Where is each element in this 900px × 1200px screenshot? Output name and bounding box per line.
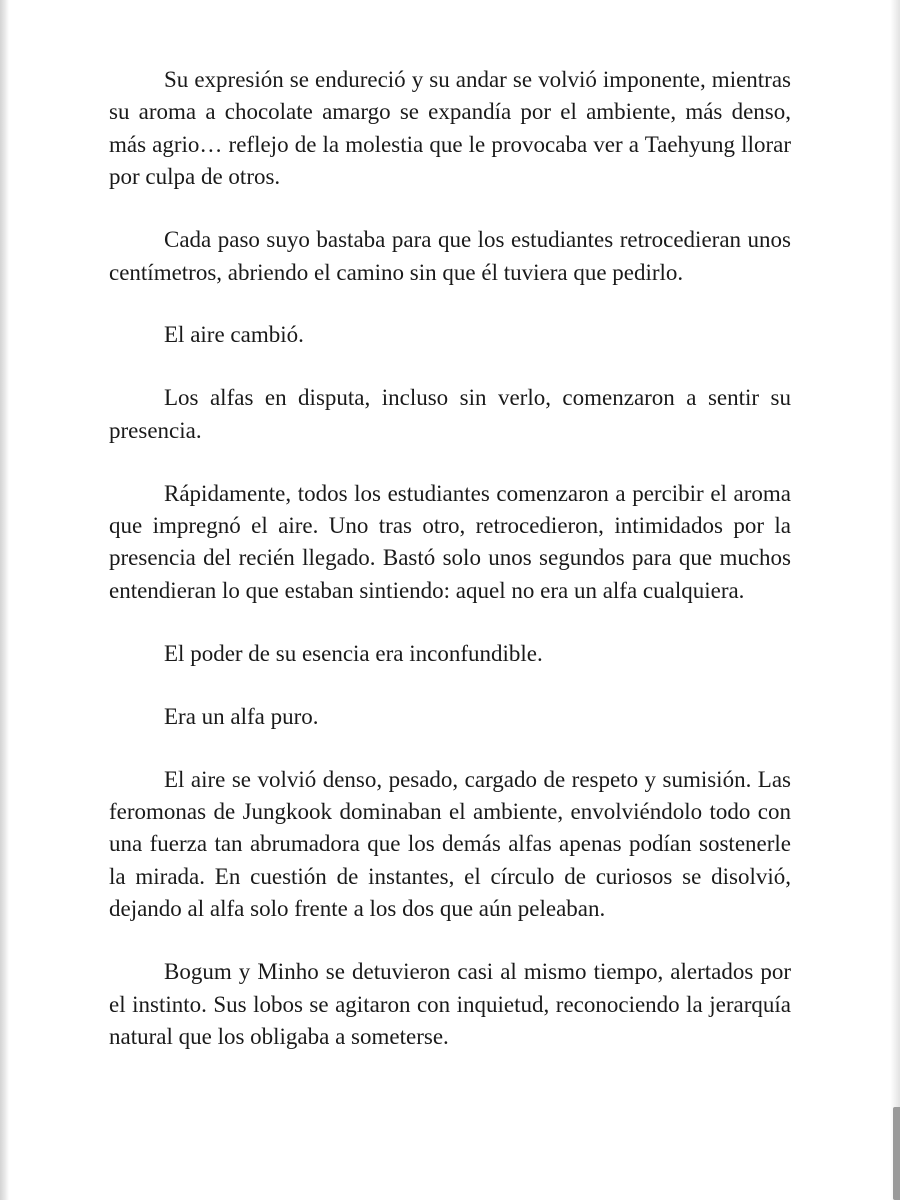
left-page-edge-shadow [0,0,9,1200]
paragraph-8: El aire se volvió denso, pesado, cargado de respeto y sumisión. Las feromonas de Jungkook dominaban el ambiente, envolviéndolo todo con una fuerza tan abrumadora que los demás alfas apenas podían sostenerle la mirada. En cuestión de instantes, el círculo de curiosos se disolvió, dejando al alfa solo frente a los dos que aún peleaban. [109,766,791,922]
paragraph-1: Su expresión se endureció y su andar se volvió imponente, mientras su aroma a chocolate amargo se expandía por el ambiente, más denso, más agrio… reflejo de la molestia que le provocaba ver a Taehyung llorar por culpa de otros. [109,67,791,190]
paragraph-4: Los alfas en disputa, incluso sin verlo, comenzaron a sentir su presencia. [109,385,791,443]
scrollbar-thumb[interactable] [893,1107,900,1200]
paragraph-6: El poder de su esencia era inconfundible. [164,640,543,666]
paragraph-5: Rápidamente, todos los estudiantes comenzaron a percibir el aroma que impregnó el aire. Uno tras otro, retrocedieron, intimidados por la presencia del recién llegado. Bastó solo unos segundos para que muchos entendieran lo que estaban sintiendo: aquel no era un alfa cualquiera. [109,480,791,603]
paragraph-9: Bogum y Minho se detuvieron casi al mismo tiempo, alertados por el instinto. Sus lobos se agitaron con inquietud, reconociendo la jerarquía natural que los obligaba a someterse. [109,959,791,1049]
paragraph-7: Era un alfa puro. [164,703,319,729]
paragraph-2: Cada paso suyo bastaba para que los estudiantes retrocedieran unos centímetros, abriendo el camino sin que él tuviera que pedirlo. [109,227,791,285]
paragraph-3: El aire cambió. [164,322,304,348]
text-body [109,64,791,1084]
right-page-edge-shadow [890,0,900,1200]
